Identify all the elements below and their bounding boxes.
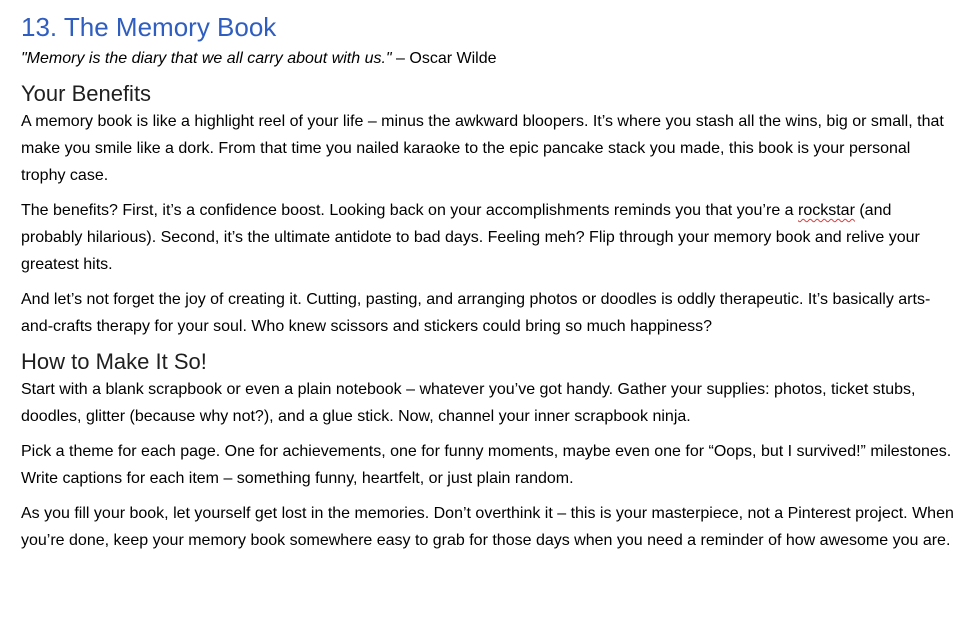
section-heading-benefits: Your Benefits <box>21 81 152 106</box>
quote-attribution: – Oscar Wilde <box>391 50 497 67</box>
paragraph-benefits-2-after: (and probably hilarious). Second, it’s the ultimate antidote to bad days. Feeling meh? Flip through your memory book and relive your greatest hits. <box>21 202 920 273</box>
section-heading-how-to: How to Make It So! <box>21 349 207 374</box>
paragraph-how-to-1: Start with a blank scrapbook or even a plain notebook – whatever you’ve got handy. Gather your supplies: photos, ticket stubs, doodles, glitter (because why not?), and a glue stick. Now, channel your inner scrapbook ninja. <box>21 381 916 425</box>
paragraph-benefits-2 <box>21 197 956 278</box>
paragraph-benefits-1: A memory book is like a highlight reel of your life – minus the awkward bloopers. It’s where you stash all the wins, big or small, that make you smile like a dork. From that time you nailed karaoke to the epic pancake stack you made, this book is your personal trophy case. <box>21 113 944 184</box>
document-title: 13. The Memory Book <box>21 12 277 42</box>
document-page <box>21 10 956 562</box>
paragraph-how-to-3: As you fill your book, let yourself get lost in the memories. Don’t overthink it – this is your masterpiece, not a Pinterest project. When you’re done, keep your memory book somewhere easy to grab for those days when you need a reminder of how awesome you are. <box>21 505 954 549</box>
quote-text: "Memory is the diary that we all carry about with us." <box>21 50 392 67</box>
epigraph-quote <box>21 48 956 70</box>
spellcheck-flagged-word[interactable]: rockstar <box>798 202 855 219</box>
paragraph-benefits-3: And let’s not forget the joy of creating it. Cutting, pasting, and arranging photos or doodles is oddly therapeutic. It’s basically arts-and-crafts therapy for your soul. Who knew scissors and stickers could bring so much happiness? <box>21 291 931 335</box>
paragraph-how-to-2: Pick a theme for each page. One for achievements, one for funny moments, maybe even one for “Oops, but I survived!” milestones. Write captions for each item – something funny, heartfelt, or just plain random. <box>21 443 952 487</box>
paragraph-benefits-2-before: The benefits? First, it’s a confidence boost. Looking back on your accomplishments reminds you that you’re a <box>21 202 798 219</box>
